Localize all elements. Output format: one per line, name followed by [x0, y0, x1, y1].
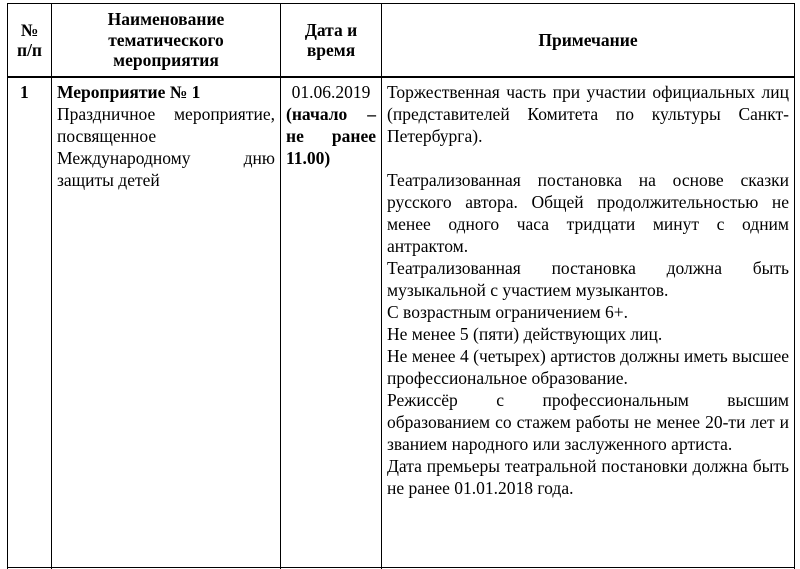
note-paragraph: Театрализованная постановка на основе сказки русского автора. Общей продолжительностью не менее одного часа тридцати минут с одним антрактом. [387, 170, 789, 256]
event-start-time: (начало – не ранее 11.00) [286, 104, 376, 168]
table-bottom-border [7, 567, 794, 568]
date-cell [281, 77, 382, 569]
note-paragraph: С возрастным ограничением 6+. [387, 302, 629, 322]
event-date: 01.06.2019 [291, 82, 371, 102]
note-cell [382, 77, 795, 569]
row-number: 1 [8, 77, 52, 569]
header-date-time: Дата и время [281, 4, 382, 78]
header-number: № п/п [8, 4, 52, 78]
note-spacer [387, 147, 789, 169]
event-description: Праздничное мероприятие, посвященное Международному дню защиты детей [57, 104, 275, 190]
note-paragraph: Театрализованная постановка должна быть музыкальной с участием музыкантов. [387, 258, 789, 300]
event-title: Мероприятие № 1 [57, 82, 201, 102]
event-name-cell [52, 77, 281, 569]
table-header-row [8, 4, 795, 78]
note-paragraph: Режиссёр с профессиональным высшим образованием со стажем работы не менее 20-ти лет и званием народного или заслуженного артиста. [387, 390, 789, 454]
header-note: Примечание [382, 4, 795, 78]
events-table [7, 3, 795, 569]
note-paragraph: Не менее 4 (четырех) артистов должны иметь высшее профессиональное образование. [387, 346, 789, 388]
table-row [8, 77, 795, 569]
note-paragraph: Торжественная часть при участии официальных лиц (представителей Комитета по культуры Санкт-Петербурга). [387, 82, 789, 146]
note-paragraph: Не менее 5 (пяти) действующих лиц. [387, 324, 663, 344]
note-paragraph: Дата премьеры театральной постановки должна быть не ранее 01.01.2018 года. [387, 456, 789, 498]
header-event-name: Наименование тематического мероприятия [52, 4, 281, 78]
